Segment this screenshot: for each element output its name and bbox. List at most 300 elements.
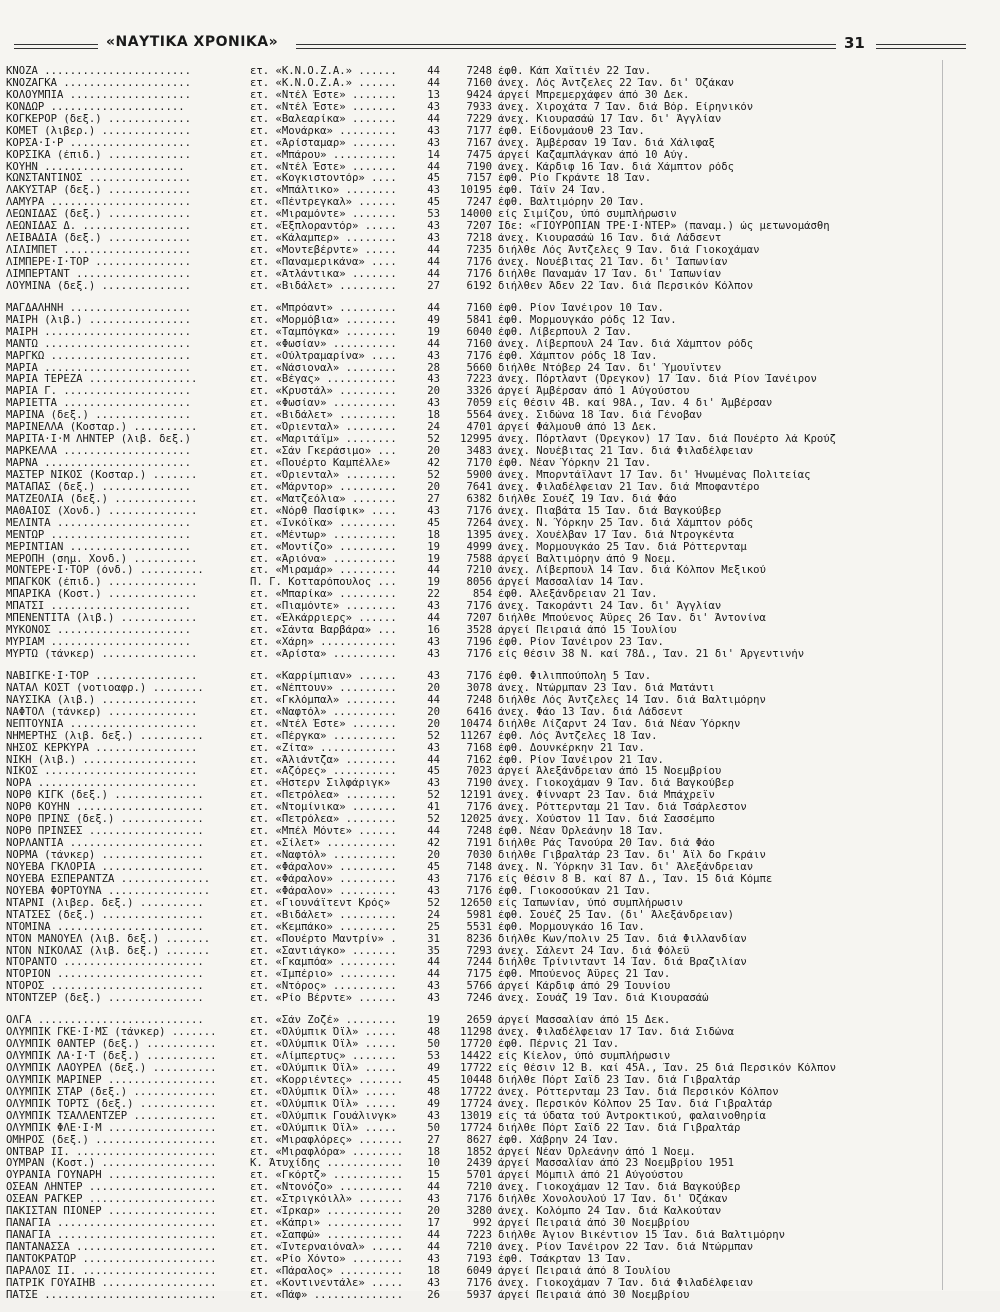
- owner: ετ. «Φωσίαν» ..........: [250, 338, 397, 350]
- status: άνεχ. Χουέλβαν 17 Ίαν. διά Ντρογκέντα: [498, 529, 734, 541]
- status: διήλθε Γιβραλτάρ 23 Ίαν. δι' Άϊλ δο Γκράιν: [498, 850, 766, 861]
- ship-name: ΝΤΟΡΑΝΤΟ ......................: [6, 957, 204, 969]
- ship-row: [6, 162, 946, 174]
- tonnage: 12025: [460, 814, 492, 826]
- status: έφθ. Φιλιππούπολη 5 Ίαν.: [498, 670, 652, 682]
- ship-name: ΜΠΑΓΚΟΚ (έπιδ.) ..............: [6, 577, 198, 589]
- ship-row: [6, 339, 946, 351]
- ship-row: [6, 209, 946, 221]
- speed: 20: [427, 706, 440, 718]
- owner: ετ. «Άλιάντζα» ........: [250, 754, 397, 766]
- ship-name: ΚΟΝΔΩΡ .....................: [6, 101, 185, 113]
- owner: ετ. «Μονάρκα» .........: [250, 125, 397, 137]
- tonnage: 5900: [466, 469, 492, 481]
- status: έφθ. Μορμουγκάο ρόδς 12 Ίαν.: [498, 314, 677, 326]
- speed: 52: [427, 469, 440, 481]
- speed: 44: [427, 754, 440, 766]
- ship-row: [6, 233, 946, 245]
- tonnage: 7248: [466, 66, 492, 77]
- ship-row: [6, 150, 946, 162]
- owner: ετ. «Όλύμπικ Όϊλ» .....: [250, 1086, 397, 1098]
- status: είς θέσιν 38 Ν. καί 78Δ., Ίαν. 21 δι' Άργεντινήν: [498, 649, 805, 660]
- tonnage: 10195: [460, 185, 492, 197]
- speed: 50: [427, 1039, 440, 1051]
- ship-name: ΟΛΓΑ ..........................: [6, 1015, 204, 1027]
- speed: 45: [427, 197, 440, 209]
- ship-row: [6, 601, 946, 613]
- tonnage: 854: [472, 589, 492, 601]
- owner: ετ. «Κ.Ν.Ο.Ζ.Α.» ......: [250, 77, 397, 89]
- speed: 52: [427, 814, 440, 826]
- ship-name: ΝΑΒΙΓΚΕ·Ι·ΤΟΡ ................: [6, 670, 198, 682]
- tonnage: 7248: [466, 826, 492, 838]
- owner: ετ. «Μιραφλόρες» .......: [250, 1134, 404, 1146]
- status: διήλθε Πόρτ Σαΐδ 23 Ίαν. διά Γιβραλτάρ: [498, 1074, 741, 1086]
- owner: ετ. «Γκλόμπαλ» ........: [250, 694, 397, 706]
- ship-name: ΟΛΥΜΠΙΚ ΣΤΑΡ (δεξ.) .............: [6, 1086, 217, 1098]
- tonnage: 7193: [466, 1253, 492, 1265]
- ship-name: ΜΑΡΙΕΤΤΑ ....................: [6, 398, 191, 410]
- ship-name: ΚΟΡΣΑ·Ι·Ρ ...................: [6, 137, 191, 149]
- owner: ετ. «Κορριέντες» .......: [250, 1074, 404, 1086]
- tonnage: 7246: [466, 993, 492, 1005]
- tonnage: 7168: [466, 742, 492, 754]
- ship-name: ΟΥΡΑΝΙΑ ΓΟΥΝΑΡΗ .................: [6, 1170, 217, 1182]
- status: έφθ. Μπούενος Άϋρες 21 Ίαν.: [498, 969, 671, 981]
- ship-name: ΚΝΟΖΑΓΚΑ ....................: [6, 77, 191, 89]
- owner: ετ. «Βέγας» ...........: [250, 374, 397, 386]
- tonnage: 7223: [466, 374, 492, 386]
- status: άργεί Μασσαλίαν άπό 23 Νοεμβρίου 1951: [498, 1158, 734, 1170]
- ship-name: ΛΙΜΠΕΡΕ·Ι·ΤΟΡ ...............: [6, 257, 191, 268]
- ship-name: ΠΑΤΡΙΚ ΓΟΥΑΙΗΒ ..................: [6, 1277, 217, 1289]
- speed: 19: [427, 577, 440, 589]
- owner: ετ. «Μαριτάϊμ» ........: [250, 434, 397, 446]
- owner: ετ. «Ρίο Βέρντε» ......: [250, 993, 397, 1005]
- status: έφθ. Σουέζ 25 Ίαν. (δι' Άλεξάνδρειαν): [498, 909, 734, 921]
- speed: 52: [427, 730, 440, 742]
- ship-row: [6, 303, 946, 315]
- ship-row: [6, 969, 946, 981]
- ship-row: [6, 946, 946, 958]
- tonnage: 7176: [466, 257, 492, 268]
- ship-row: [6, 778, 946, 790]
- speed: 49: [427, 1062, 440, 1074]
- owner: ετ. «Μέντωρ» ..........: [250, 529, 397, 541]
- ship-row: [6, 589, 946, 601]
- speed: 44: [427, 113, 440, 125]
- ship-name: ΟΛΥΜΠΙΚ ΤΟΡΤΣ (δεξ.) ............: [6, 1098, 217, 1110]
- tonnage: 13019: [460, 1110, 492, 1122]
- status: άνεχ. Πόρτλαντ (Όρεγκον) 17 Ίαν. διά Ρίον Ίανέιρον: [498, 374, 817, 386]
- owner: ετ. «Σάντα Βαρβάρα» ...: [250, 625, 397, 637]
- ship-row: [6, 1170, 946, 1182]
- owner: ετ. «Μιραφλόρα» ........: [250, 1146, 404, 1158]
- ship-row: [6, 898, 946, 910]
- owner: ετ. «Έξπλοραντόρ» .....: [250, 221, 397, 233]
- ship-row: [6, 257, 946, 269]
- status: άνεχ. Λός Άντζελες 22 Ίαν. δι' Όζάκαν: [498, 77, 734, 89]
- ship-row: [6, 1075, 946, 1087]
- tonnage: 4999: [466, 541, 492, 553]
- ship-row: [6, 1087, 946, 1099]
- speed: 18: [427, 1146, 440, 1158]
- ship-row: [6, 446, 946, 458]
- owner: ετ. «Σαντιάγκο» .......: [250, 945, 397, 957]
- speed: 45: [427, 861, 440, 873]
- ship-name: ΝΤΟΡΟΣ ........................: [6, 981, 204, 993]
- tonnage: 10474: [460, 718, 492, 730]
- ship-name: ΝΤΟΝΤΖΕΡ (δεξ.) ...............: [6, 993, 204, 1005]
- owner: ετ. «Άτλάντικα» .......: [250, 268, 397, 280]
- status: άργεί Βαλτιμόρην άπό 9 Νοεμ.: [498, 553, 677, 565]
- ship-row: [6, 1027, 946, 1039]
- ship-row: [6, 1218, 946, 1230]
- ship-row: [6, 707, 946, 719]
- ship-name: ΝΟΡΘ ΠΡΙΝΣΕΣ ..................: [6, 826, 204, 838]
- ship-name: ΝΕΠΤΟΥΝΙΑ ....................: [6, 718, 198, 730]
- owner: ετ. «Ντέλ Έστε» .......: [250, 718, 397, 730]
- ship-name: ΟΣΕΑΝ ΡΑΓΚΕΡ ....................: [6, 1194, 217, 1206]
- tonnage: 7176: [466, 1277, 492, 1289]
- speed: 42: [427, 458, 440, 469]
- ship-name: ΚΟΡΣΙΚΑ (έπιδ.) .............: [6, 149, 191, 161]
- speed: 10: [427, 1158, 440, 1170]
- speed: 24: [427, 909, 440, 921]
- ship-name: ΟΣΕΑΝ ΛΗΝΤΕΡ ....................: [6, 1182, 217, 1194]
- ship-row: [6, 671, 946, 683]
- status: έφθ. Είδονμάουθ 23 Ίαν.: [498, 125, 645, 137]
- status: άνεχ. Ρίον Ίανέιρον 22 Ίαν. διά Ντώρμπαν: [498, 1242, 754, 1253]
- tonnage: 7148: [466, 861, 492, 873]
- ship-name: ΜΟΝΤΕΡΕ·Ι·ΤΟΡ (όνδ.) ..........: [6, 565, 204, 577]
- ship-row: [6, 281, 946, 293]
- ship-name: ΜΠΑΤΣΙ ......................: [6, 601, 191, 613]
- tonnage: 7176: [466, 802, 492, 814]
- ship-name: ΟΛΥΜΠΙΚ ΛΑΟΥΡΕΛ (δεξ.) ..........: [6, 1062, 217, 1074]
- ship-name: ΜΑΓΔΑΛΗΝΗ ...................: [6, 302, 191, 314]
- speed: 16: [427, 625, 440, 637]
- speed: 13: [427, 89, 440, 101]
- speed: 41: [427, 802, 440, 814]
- ship-name: ΝΑΤΑΛ ΚΟΣΤ (νοτιοαφρ.) ........: [6, 682, 204, 694]
- ship-row: [6, 506, 946, 518]
- ship-name: ΜΑΣΤΕΡ ΝΙΚΟΣ (Κοσταρ.) .......: [6, 469, 198, 481]
- owner: ετ. «Ίμπέριο» .........: [250, 969, 397, 981]
- ship-row: [6, 1254, 946, 1266]
- speed: 27: [427, 1134, 440, 1146]
- ship-name: ΝΤΟΜΙΝΑ .......................: [6, 921, 204, 933]
- speed: 31: [427, 933, 440, 945]
- tonnage: 6040: [466, 326, 492, 338]
- speed: 43: [427, 398, 440, 410]
- owner: ετ. «Ντέλ Έστε» .......: [250, 161, 397, 173]
- ship-row: [6, 874, 946, 886]
- ship-row: [6, 981, 946, 993]
- status: άνεχ. Κολόμπο 24 Ίαν. διά Καλκούταν: [498, 1206, 722, 1218]
- tonnage: 7176: [466, 649, 492, 660]
- tonnage: 1852: [466, 1146, 492, 1158]
- owner: ετ. «Ναφτόλ» ..........: [250, 706, 397, 718]
- status: άνεχ. Μπορντάϊλαντ 17 Ίαν. δι' Ήνωμένας Πολιτείας: [498, 469, 811, 481]
- ship-name: ΛΕΩΝΙΔΑΣ (δεξ.) .............: [6, 209, 191, 221]
- ship-row: [6, 802, 946, 814]
- ship-name: ΟΛΥΜΠΙΚ ΜΑΡΙΝΕΡ .................: [6, 1074, 217, 1086]
- tonnage: 11298: [460, 1027, 492, 1039]
- speed: 44: [427, 565, 440, 577]
- ship-name: ΜΠΑΡΙΚΑ (Κοστ.) ..............: [6, 589, 198, 601]
- status: άνεχ. Κιουρασάώ 17 Ίαν. δι' Άγγλίαν: [498, 113, 722, 125]
- speed: 43: [427, 101, 440, 113]
- ship-row: [6, 1290, 946, 1302]
- status: έφθ. Βαλτιμόρην 20 Ίαν.: [498, 197, 645, 209]
- tonnage: 3326: [466, 386, 492, 398]
- owner: ετ. «Φάραλον» .........: [250, 873, 397, 885]
- ship-row: [6, 1242, 946, 1254]
- speed: 50: [427, 1122, 440, 1134]
- ship-row: [6, 862, 946, 874]
- ship-row: [6, 577, 946, 589]
- ship-name: ΜΑΡΙΝΕΛΛΑ (Κοσταρ.) ..........: [6, 422, 198, 434]
- owner: ετ. «Μπρόαντ» .........: [250, 302, 397, 314]
- ship-name: ΜΑΤΖΕΟΛΙΑ (δεξ.) .............: [6, 493, 198, 505]
- owner: ετ. «Ντομίνικα» .......: [250, 802, 397, 814]
- ship-name: ΝΑΥΣΙΚΑ (λιβ.) ...............: [6, 694, 198, 706]
- ship-row: [6, 922, 946, 934]
- speed: 44: [427, 66, 440, 77]
- ship-row: [6, 886, 946, 898]
- tonnage: 7210: [466, 1182, 492, 1194]
- speed: 44: [427, 613, 440, 625]
- speed: 44: [427, 826, 440, 838]
- ship-name: ΜΕΛΙΝΤΑ .....................: [6, 517, 191, 529]
- ship-name: ΜΑΡΙΑ ΤΕΡΕΖΑ .................: [6, 374, 198, 386]
- owner: ετ. «Ούλτραμαρίνα» ....: [250, 350, 397, 362]
- tonnage: 7177: [466, 125, 492, 137]
- tonnage: 7293: [466, 945, 492, 957]
- status: άνεχ. Ρόττερνταμ 23 Ίαν. διά Περσικόν Κόλπον: [498, 1086, 779, 1098]
- tonnage: 3078: [466, 682, 492, 694]
- speed: 19: [427, 1015, 440, 1027]
- owner: ετ. «Πουέρτο Μαντρίν» .: [250, 933, 397, 945]
- ship-row: [6, 1135, 946, 1147]
- status: έφθ. Γιοκοσούκαν 21 Ίαν.: [498, 885, 652, 897]
- speed: 43: [427, 1253, 440, 1265]
- ship-row: [6, 470, 946, 482]
- tonnage: 5531: [466, 921, 492, 933]
- status: διήλθε Σουέζ 19 Ίαν. διά Φάο: [498, 493, 677, 505]
- ship-name: ΝΑΦΤΟΛ (τάνκερ) ..............: [6, 706, 198, 718]
- tonnage: 3280: [466, 1206, 492, 1218]
- status: άνεχ. Κιουρασάώ 16 Ίαν. διά Λάδσεντ: [498, 233, 722, 245]
- tonnage: 7229: [466, 113, 492, 125]
- status: διήλθε Πόρτ Σαΐδ 22 Ίαν. διά Γιβραλτάρ: [498, 1122, 741, 1134]
- status: διήλθε Μπούενος Άϋρες 26 Ίαν. δι' Άντονίνα: [498, 613, 766, 625]
- ship-row: [6, 814, 946, 826]
- status: άνεχ. Χούστον 11 Ίαν. διά Σασσέμπο: [498, 814, 715, 826]
- page-header: [14, 34, 974, 60]
- tonnage: 7175: [466, 969, 492, 981]
- speed: 19: [427, 553, 440, 565]
- owner: ετ. «Γκόρτζ» ...........: [250, 1170, 404, 1182]
- ship-name: ΝΟΡΑ .........................: [6, 778, 198, 790]
- speed: 44: [427, 969, 440, 981]
- tonnage: 5841: [466, 314, 492, 326]
- status: είς τά ύδατα τού Άντροκτικού, φαλαινοθηρία: [498, 1110, 766, 1122]
- ship-row: [6, 327, 946, 339]
- status: άνεχ. Φιλαδέλφειαν 21 Ίαν. διά Μποφαντέρο: [498, 481, 760, 493]
- ship-name: ΟΛΥΜΠΙΚ ΦΛΕ·Ι·Μ .................: [6, 1122, 217, 1134]
- ship-row: [6, 934, 946, 946]
- owner: ετ. «Όλύμπικ Γουάλινγκ»: [250, 1110, 397, 1122]
- ship-row: [6, 1158, 946, 1170]
- owner: ετ. «Ματζεόλια» .......: [250, 493, 397, 505]
- speed: 43: [427, 125, 440, 137]
- ship-row: [6, 743, 946, 755]
- ship-row: [6, 1063, 946, 1075]
- ship-row: [6, 494, 946, 506]
- status: άνεχ. Πιαβάτα 15 Ίαν. διά Βαγκούβερ: [498, 505, 722, 517]
- ship-name: ΚΟΜΕΤ (λιβερ.) ..............: [6, 125, 191, 137]
- owner: ετ. «Βιδάλετ» .........: [250, 909, 397, 921]
- ship-row: [6, 766, 946, 778]
- speed: 43: [427, 374, 440, 386]
- ship-name: ΜΠΕΝΕΝΤΙΤΑ (λιβ.) ............: [6, 613, 198, 625]
- ship-name: ΜΕΡΙΝΤΙΑΝ ...................: [6, 541, 191, 553]
- status: άνεχ. Λίβερπουλ 14 Ίαν. διά Κόλπον Μεξικού: [498, 565, 766, 577]
- owner: ετ. «Κεμπάκο» .........: [250, 921, 397, 933]
- ship-section: [6, 1015, 946, 1302]
- tonnage: 7160: [466, 338, 492, 350]
- owner: Π. Γ. Κοτταρόπουλος ...: [250, 577, 397, 589]
- ship-name: ΜΕΝΤΩΡ ......................: [6, 529, 191, 541]
- speed: 44: [427, 338, 440, 350]
- owner: ετ. «Όριενταλ» ........: [250, 469, 397, 481]
- ship-name: ΠΑΝΤΟΚΡΑΤΩΡ .....................: [6, 1253, 217, 1265]
- status: άνεχ. Σάλεντ 24 Ίαν. διά Φόλεϋ: [498, 945, 690, 957]
- ship-name: ΛΕΩΝΙΔΑΣ Δ. .................: [6, 221, 191, 233]
- status: Ίδε: «ΓΙΟΥΡΟΠΙΑΝ ΤΡΕ·Ι·ΝΤΕΡ» (παναμ.) ώς μετωνομάσθη: [498, 221, 830, 233]
- ship-row: [6, 386, 946, 398]
- tonnage: 12650: [460, 897, 492, 909]
- status: διήλθε Χονολουλού 17 Ίαν. δι' Όζάκαν: [498, 1194, 728, 1206]
- owner: ετ. «Πέντρεγκαλ» ......: [250, 197, 397, 209]
- ship-row: [6, 1230, 946, 1242]
- status: άργεί Πειραιά άπό 15 Ίουλίου: [498, 625, 677, 637]
- status: έφθ. Ρίον Ίανέιρον 10 Ίαν.: [498, 302, 664, 314]
- speed: 43: [427, 601, 440, 613]
- status: είς Κίελον, ύπό συμπλήρωσιν: [498, 1051, 671, 1062]
- speed: 43: [427, 350, 440, 362]
- status: άνεχ. Γιοκοχάμαν 12 Ίαν. διά Βαγκούβερ: [498, 1182, 741, 1194]
- owner: ετ. «Μοντεβέρντε» .....: [250, 245, 397, 257]
- ship-row: [6, 1278, 946, 1290]
- owner: ετ. «Ντέλ Έστε» .......: [250, 89, 397, 101]
- ship-row: [6, 731, 946, 743]
- status: διήλθε Κων/πολιν 25 Ίαν. διά Φιλλανδίαν: [498, 933, 747, 945]
- ship-name: ΜΑΡΙΝΑ (δεξ.) ...............: [6, 410, 191, 422]
- ship-name: ΝΟΡΛΑΝΤΙΑ .....................: [6, 838, 204, 850]
- ship-row: [6, 1123, 946, 1135]
- owner: ετ. «Άρίσταμαρ» .......: [250, 137, 397, 149]
- page-title: «ΝΑΥΤΙΚΑ ΧΡΟΝΙΚΑ»: [106, 34, 279, 50]
- speed: 44: [427, 257, 440, 268]
- owner: ετ. «Ντονόζο» ..........: [250, 1182, 404, 1194]
- tonnage: 12995: [460, 434, 492, 446]
- owner: ετ. «Ίντερναιόναλ» .....: [250, 1242, 404, 1253]
- status: άνεχ. Φάο 13 Ίαν. διά Λάδσεντ: [498, 706, 683, 718]
- ship-name: ΜΥΡΤΩ (τάνκερ) ...............: [6, 649, 198, 660]
- owner: ετ. «Όλύμπικ Όϊλ» .....: [250, 1039, 397, 1051]
- ship-row: [6, 695, 946, 707]
- ship-name: ΚΝΟΖΑ .......................: [6, 66, 191, 77]
- status: άργεί Κάρδιφ άπό 29 Ίουνίου: [498, 981, 671, 993]
- ship-name: ΠΑΚΙΣΤΑΝ ΠΙΟΝΕΡ .................: [6, 1206, 217, 1218]
- header-rule-middle: [296, 44, 836, 49]
- speed: 48: [427, 1027, 440, 1039]
- owner: ετ. «Νάσιοναλ» ........: [250, 362, 397, 374]
- ship-name: ΝΟΡΜΑ (τάνκερ) ................: [6, 850, 204, 861]
- owner: ετ. «Βαλεαρίκα» .......: [250, 113, 397, 125]
- owner: ετ. «Ναφτόλ» ..........: [250, 850, 397, 861]
- status: διήλθε Ντόβερ 24 Ίαν. δι' Ύμουΐντεν: [498, 362, 722, 374]
- tonnage: 12191: [460, 790, 492, 802]
- speed: 25: [427, 921, 440, 933]
- speed: 44: [427, 957, 440, 969]
- page-number: 31: [844, 34, 865, 52]
- status: άνεχ. Μορμουγκάο 25 Ίαν. διά Ρόττερνταμ: [498, 541, 747, 553]
- speed: 20: [427, 481, 440, 493]
- status: άνεχ. Τακοράντι 24 Ίαν. δι' Άγγλίαν: [498, 601, 722, 613]
- status: άργεί Πειραιά άπό 8 Ίουλίου: [498, 1265, 671, 1277]
- ship-row: [6, 269, 946, 281]
- ship-row: [6, 719, 946, 731]
- ship-name: ΜΑΙΡΗ (λιβ.) ................: [6, 314, 191, 326]
- speed: 44: [427, 268, 440, 280]
- ship-row: [6, 910, 946, 922]
- tonnage: 7190: [466, 778, 492, 790]
- header-rule-right: [876, 44, 966, 49]
- speed: 27: [427, 280, 440, 292]
- ship-row: [6, 1206, 946, 1218]
- status: άργεί Νέαν Όρλεάνην άπό 1 Νοεμ.: [498, 1146, 696, 1158]
- tonnage: 7210: [466, 1242, 492, 1253]
- owner: ετ. «Λίμπερτυς» .......: [250, 1051, 397, 1062]
- tonnage: 4701: [466, 422, 492, 434]
- owner: Κ. Άτυχίδης ............: [250, 1158, 404, 1170]
- speed: 43: [427, 670, 440, 682]
- status: έφθ. Νέαν Όρλεάνην 18 Ίαν.: [498, 826, 664, 838]
- ship-row: [6, 1015, 946, 1027]
- speed: 43: [427, 649, 440, 660]
- speed: 48: [427, 1086, 440, 1098]
- ship-row: [6, 838, 946, 850]
- tonnage: 3483: [466, 446, 492, 458]
- ship-row: [6, 102, 946, 114]
- speed: 44: [427, 1242, 440, 1253]
- ship-row: [6, 790, 946, 802]
- owner: ετ. «Στριγκόιλλ» .......: [250, 1194, 404, 1206]
- tonnage: 7157: [466, 173, 492, 185]
- ship-name: ΝΗΜΕΡΤΗΣ (λιβ. δεξ.) ..........: [6, 730, 204, 742]
- tonnage: 10448: [460, 1074, 492, 1086]
- status: έφθ. Λίβερπουλ 2 Ίαν.: [498, 326, 632, 338]
- owner: ετ. «Κρυστάλ» .........: [250, 386, 397, 398]
- ship-row: [6, 637, 946, 649]
- tonnage: 7167: [466, 137, 492, 149]
- ship-row: [6, 1111, 946, 1123]
- speed: 43: [427, 221, 440, 233]
